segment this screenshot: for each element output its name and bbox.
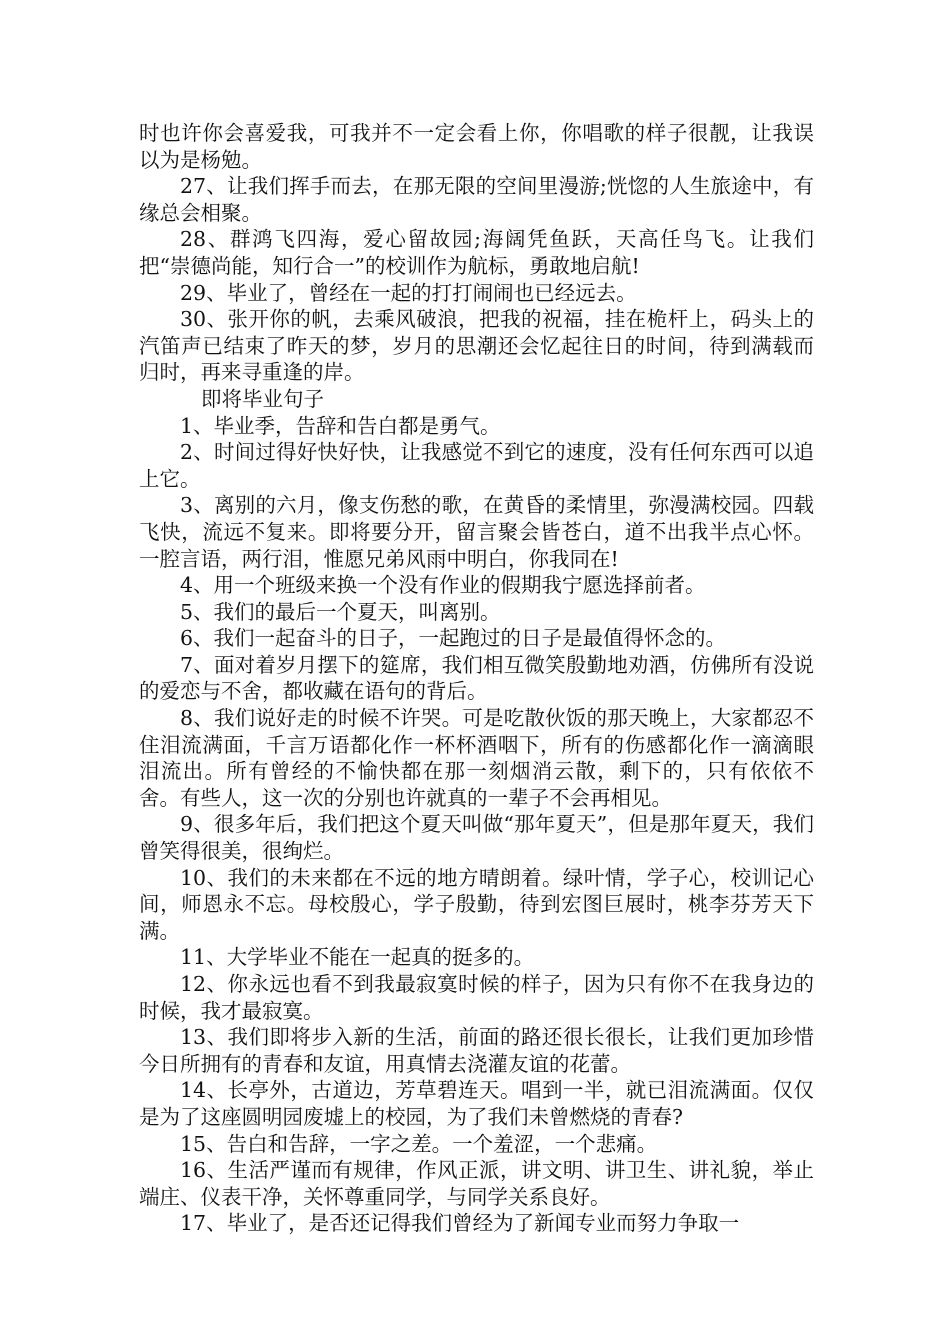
paragraph-9: 9、很多年后，我们把这个夏天叫做“那年夏天”，但是那年夏天，我们曾笑得很美，很绚烂。 (139, 812, 814, 864)
paragraph-27: 27、让我们挥手而去，在那无限的空间里漫游;恍惚的人生旅途中，有缘总会相聚。 (139, 174, 814, 225)
paragraph-28: 28、群鸿飞四海，爱心留故园;海阔凭鱼跃，天高任鸟飞。让我们把“崇德尚能，知行合一”的校训作为航标，勇敢地启航! (139, 227, 814, 278)
document-page (139, 120, 814, 1237)
paragraph-1: 1、毕业季，告辞和告白都是勇气。 (180, 413, 501, 438)
paragraph-15: 15、告白和告辞，一字之差。一个羞涩，一个悲痛。 (180, 1131, 658, 1156)
paragraph-12: 12、你永远也看不到我最寂寞时候的样子，因为只有你不在我身边的时候，我才最寂寞。 (139, 972, 814, 1023)
paragraph-8: 8、我们说好走的时候不许哭。可是吃散伙饭的那天晚上，大家都忍不住泪流满面，千言万语都化作一杯杯酒咽下，所有的伤感都化作一滴滴眼泪流出。所有曾经的不愉快都在那一刻烟消云散，剩下的，只有依依不舍。有些人，这一次的分别也许就真的一辈子不会再相见。 (139, 706, 814, 810)
paragraph-continuation: 时也许你会喜爱我，可我并不一定会看上你，你唱歌的样子很靓，让我误以为是杨勉。 (139, 121, 814, 172)
section-heading: 即将毕业句子 (201, 386, 324, 411)
paragraph-3: 3、离别的六月，像支伤愁的歌，在黄昏的柔情里，弥漫满校园。四载飞快，流远不复来。即将要分开，留言聚会皆苍白，道不出我半点心怀。一腔言语，两行泪，惟愿兄弟风雨中明白，你我同在! (139, 493, 814, 571)
paragraph-2: 2、时间过得好快好快，让我感觉不到它的速度，没有任何东西可以追上它。 (139, 440, 814, 491)
paragraph-17: 17、毕业了，是否还记得我们曾经为了新闻专业而努力争取一 (180, 1211, 740, 1236)
paragraph-4: 4、用一个班级来换一个没有作业的假期我宁愿选择前者。 (180, 573, 706, 598)
paragraph-10: 10、我们的未来都在不远的地方晴朗着。绿叶情，学子心，校训记心间，师恩永不忘。母校殷心，学子殷勤，待到宏图巨展时，桃李芬芳天下满。 (139, 865, 814, 943)
paragraph-13: 13、我们即将步入新的生活，前面的路还很长很长，让我们更加珍惜今日所拥有的青春和友谊，用真情去浇灌友谊的花蕾。 (139, 1025, 814, 1076)
paragraph-11: 11、大学毕业不能在一起真的挺多的。 (180, 945, 535, 970)
paragraph-16: 16、生活严谨而有规律，作风正派，讲文明、讲卫生、讲礼貌，举止端庄、仪表干净，关怀尊重同学，与同学关系良好。 (139, 1158, 814, 1209)
paragraph-29: 29、毕业了，曾经在一起的打打闹闹也已经远去。 (180, 280, 637, 305)
paragraph-30: 30、张开你的帆，去乘风破浪，把我的祝福，挂在桅杆上，码头上的汽笛声已结束了昨天的梦，岁月的思潮还会忆起往日的时间，待到满载而归时，再来寻重逢的岸。 (139, 307, 814, 385)
paragraph-14: 14、长亭外，古道边，芳草碧连天。唱到一半，就已泪流满面。仅仅是为了这座圆明园废墟上的校园，为了我们未曾燃烧的青春? (139, 1078, 814, 1129)
paragraph-6: 6、我们一起奋斗的日子，一起跑过的日子是最值得怀念的。 (180, 626, 727, 651)
paragraph-5: 5、我们的最后一个夏天，叫离别。 (180, 599, 501, 624)
paragraph-7: 7、面对着岁月摆下的筵席，我们相互微笑殷勤地劝酒，仿佛所有没说的爱恋与不舍，都收藏在语句的背后。 (139, 652, 814, 704)
